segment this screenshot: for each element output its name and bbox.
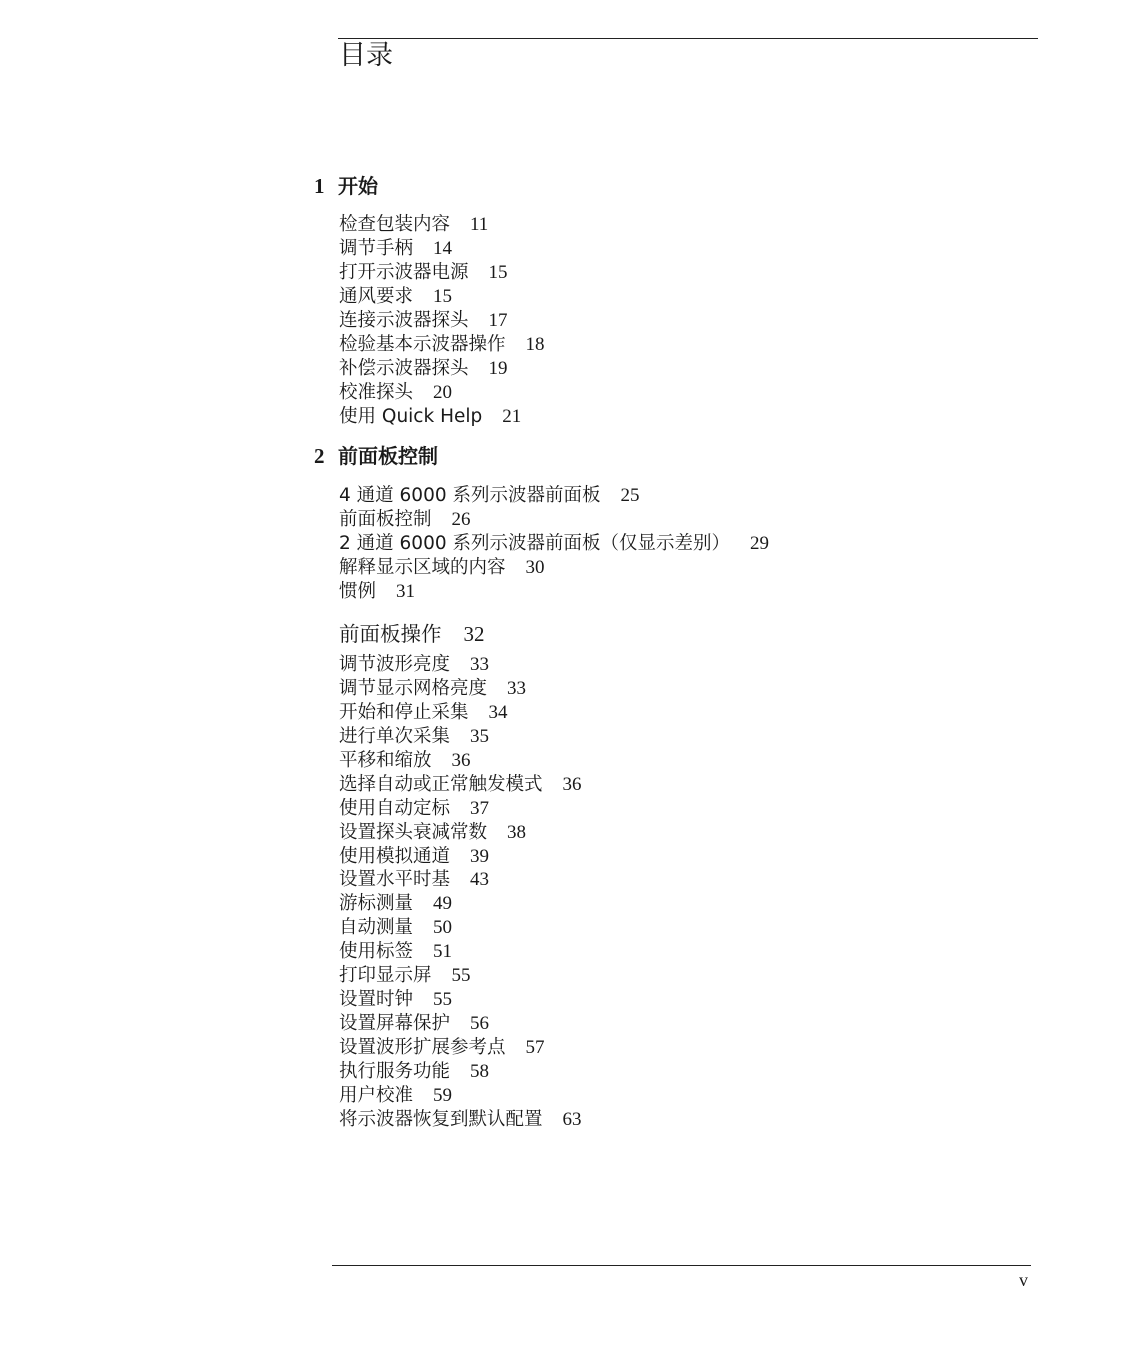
- toc-entry[interactable]: [339, 1108, 582, 1132]
- toc-entry[interactable]: [339, 285, 545, 309]
- toc-entry-title: 连接示波器探头: [339, 309, 469, 331]
- toc-entry-page: 31: [396, 580, 416, 602]
- toc-entry[interactable]: [339, 916, 582, 940]
- chapter-title: 开始: [338, 174, 378, 198]
- toc-entry-title: 平移和缩放: [339, 749, 432, 771]
- toc-entry-page: 33: [507, 677, 527, 699]
- toc-entry-title: 进行单次采集: [339, 725, 451, 747]
- chapter-2-heading[interactable]: [314, 440, 438, 470]
- chapter-2-entries: [339, 484, 769, 604]
- toc-entry-title: 设置时钟: [339, 989, 414, 1011]
- toc-entry-page: 15: [433, 285, 453, 307]
- toc-entry-page: 30: [525, 556, 545, 578]
- toc-entry-title: 校准探头: [339, 381, 414, 403]
- toc-entry[interactable]: [339, 725, 582, 749]
- toc-entry-title: 调节显示网格亮度: [339, 677, 488, 699]
- toc-entry-page: 29: [750, 532, 769, 554]
- toc-entry[interactable]: [339, 1012, 582, 1036]
- toc-entry-page: 56: [470, 1013, 490, 1035]
- toc-entry-title: 自动测量: [339, 917, 414, 939]
- chapter-number: 1: [314, 174, 325, 198]
- toc-entry-title: 开始和停止采集: [339, 701, 469, 723]
- toc-entry[interactable]: [339, 1036, 582, 1060]
- toc-entry[interactable]: [339, 261, 545, 285]
- toc-entry-title: 设置探头衰减常数: [339, 821, 488, 843]
- toc-entry[interactable]: [339, 213, 545, 237]
- toc-entry[interactable]: [339, 309, 545, 333]
- toc-entry-page: 20: [433, 381, 453, 403]
- toc-entry[interactable]: [339, 484, 769, 508]
- toc-entry-title: 使用自动定标: [339, 797, 451, 819]
- toc-entry-title: 设置水平时基: [339, 869, 451, 891]
- toc-entry[interactable]: [339, 988, 582, 1012]
- toc-entry-page: 55: [451, 965, 471, 987]
- toc-entry[interactable]: [339, 892, 582, 916]
- toc-entry-title: 设置波形扩展参考点: [339, 1037, 506, 1058]
- toc-entry[interactable]: [339, 556, 769, 580]
- chapter-title: 前面板控制: [338, 444, 438, 468]
- toc-entry-page: 43: [470, 869, 490, 891]
- toc-entry-page: 26: [451, 508, 471, 530]
- toc-entry[interactable]: [339, 1084, 582, 1108]
- toc-entry[interactable]: [339, 845, 582, 869]
- toc-entry[interactable]: [339, 749, 582, 773]
- toc-entry[interactable]: [339, 1060, 582, 1084]
- toc-entry[interactable]: [339, 653, 582, 677]
- toc-entry-title: 解释显示区域的内容: [339, 556, 506, 578]
- toc-entry-title: 将示波器恢复到默认配置: [339, 1108, 543, 1130]
- toc-entry-page: 19: [488, 357, 508, 379]
- toc-entry-page: 18: [525, 333, 545, 355]
- toc-entry[interactable]: [339, 868, 582, 892]
- toc-entry[interactable]: [339, 237, 545, 261]
- toc-entry[interactable]: [339, 701, 582, 725]
- toc-entry-page: 33: [470, 654, 490, 675]
- toc-entry-title: 选择自动或正常触发模式: [339, 773, 543, 795]
- toc-entry-title: 前面板控制: [339, 508, 432, 530]
- chapter-1-heading[interactable]: [314, 170, 378, 200]
- toc-entry-page: 59: [433, 1084, 453, 1106]
- toc-entry[interactable]: [339, 797, 582, 821]
- toc-entry-title: 调节波形亮度: [339, 654, 451, 675]
- page-number: v: [1019, 1270, 1028, 1290]
- toc-entry[interactable]: [339, 940, 582, 964]
- section-entries: [339, 653, 582, 1132]
- toc-entry-page: 63: [562, 1108, 582, 1130]
- toc-entry[interactable]: [339, 532, 769, 556]
- toc-entry-title: 使用模拟通道: [339, 845, 451, 867]
- toc-entry-page: 17: [488, 309, 508, 331]
- toc-entry-title: 通风要求: [339, 285, 414, 307]
- toc-entry-title: 补偿示波器探头: [339, 357, 469, 379]
- toc-entry-title: 用户校准: [339, 1084, 414, 1106]
- toc-entry-title: 游标测量: [339, 893, 414, 915]
- toc-entry-page: 14: [433, 237, 453, 259]
- toc-entry-title: 调节手柄: [339, 237, 414, 259]
- chapter-number: 2: [314, 444, 325, 468]
- toc-entry-page: 50: [433, 917, 453, 939]
- toc-entry[interactable]: [339, 821, 582, 845]
- toc-entry[interactable]: [339, 381, 545, 405]
- toc-entry-title: 使用 Quick Help: [339, 405, 483, 427]
- header-rule: [338, 38, 1038, 39]
- toc-entry-page: 15: [488, 261, 508, 283]
- toc-entry[interactable]: [339, 580, 769, 604]
- toc-entry[interactable]: [339, 333, 545, 357]
- toc-entry-page: 35: [470, 725, 490, 747]
- toc-entry-title: 打印显示屏: [339, 965, 432, 987]
- toc-entry-title: 4 通道 6000 系列示波器前面板: [339, 485, 601, 506]
- page-title: 目录: [339, 40, 393, 71]
- toc-entry[interactable]: [339, 357, 545, 381]
- toc-entry-page: 11: [470, 214, 489, 235]
- section-title: 前面板操作: [339, 622, 442, 646]
- toc-entry-title: 执行服务功能: [339, 1060, 451, 1082]
- toc-entry-page: 34: [488, 701, 508, 723]
- chapter-1-entries: [339, 213, 545, 428]
- toc-entry-title: 2 通道 6000 系列示波器前面板（仅显示差别）: [339, 532, 730, 554]
- toc-entry-page: 49: [433, 893, 453, 915]
- toc-entry[interactable]: [339, 405, 545, 429]
- toc-entry-title: 检验基本示波器操作: [339, 333, 506, 355]
- toc-entry[interactable]: [339, 964, 582, 988]
- toc-entry-title: 设置屏幕保护: [339, 1013, 451, 1035]
- footer-rule: [332, 1265, 1031, 1266]
- toc-entry[interactable]: [339, 677, 582, 701]
- toc-entry[interactable]: [339, 508, 769, 532]
- section-page: 32: [463, 622, 485, 646]
- toc-entry-title: 使用标签: [339, 941, 414, 963]
- toc-entry-page: 51: [433, 941, 453, 963]
- toc-entry-title: 检查包装内容: [339, 214, 451, 235]
- toc-entry-page: 25: [620, 485, 640, 506]
- toc-entry-page: 57: [525, 1037, 545, 1058]
- toc-entry-page: 21: [502, 405, 522, 427]
- toc-entry-title: 惯例: [339, 580, 377, 602]
- toc-entry-page: 36: [562, 773, 582, 795]
- toc-entry-page: 58: [470, 1060, 490, 1082]
- toc-entry-page: 37: [470, 797, 490, 819]
- toc-entry-page: 39: [470, 845, 490, 867]
- section-heading[interactable]: [339, 619, 485, 649]
- toc-entry-page: 38: [507, 821, 527, 843]
- toc-entry-page: 55: [433, 989, 453, 1011]
- toc-entry-page: 36: [451, 749, 471, 771]
- toc-entry-title: 打开示波器电源: [339, 261, 469, 283]
- toc-entry[interactable]: [339, 773, 582, 797]
